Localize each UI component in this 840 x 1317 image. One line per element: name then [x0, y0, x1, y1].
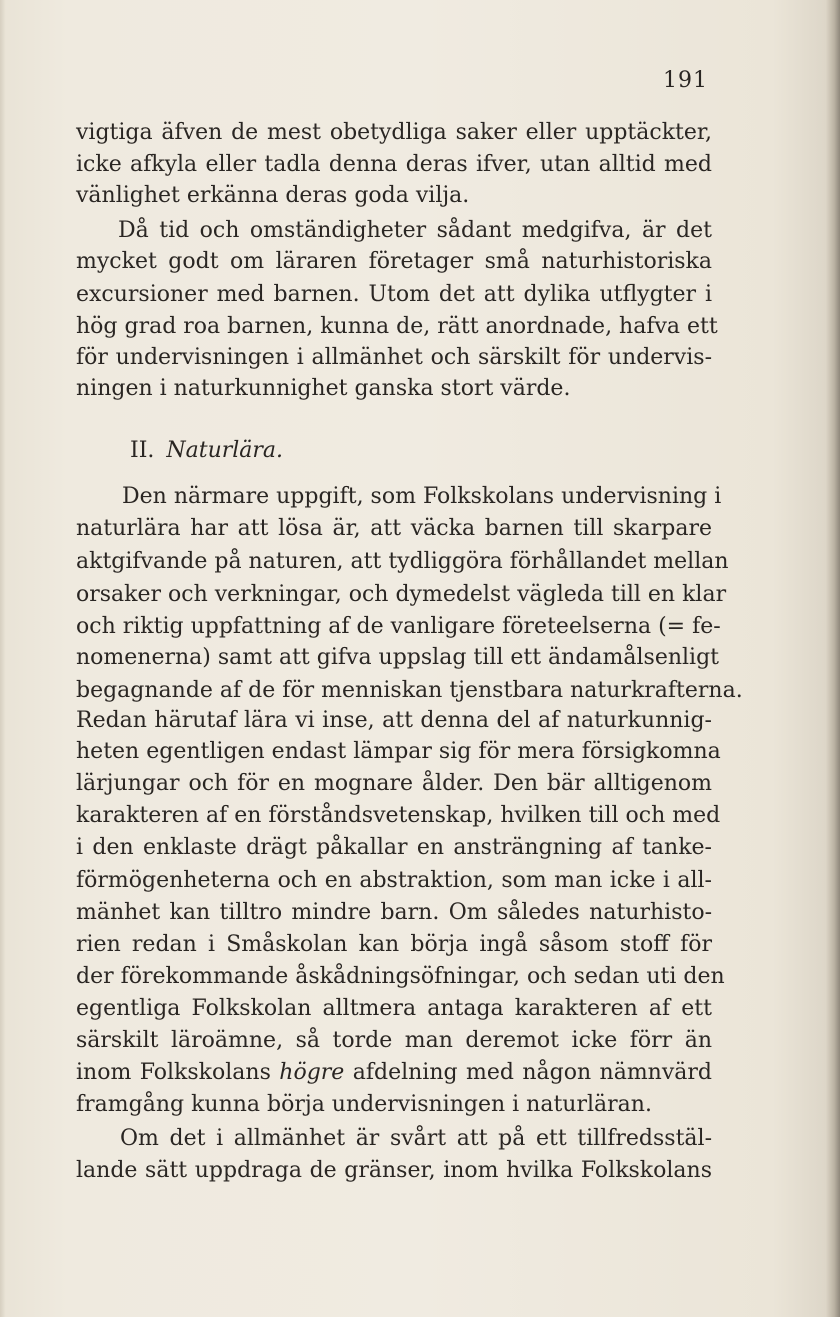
text-line: nomenerna) samt att gifva uppslag till ett ändamålsenligt [76, 645, 720, 670]
text-line: för undervisningen i allmänhet och särskilt för undervis- [76, 345, 712, 370]
text-line: Då tid och omständigheter sådant medgifva, är det [118, 218, 712, 243]
text-line: mänhet kan tilltro mindre barn. Om således naturhisto- [76, 900, 712, 925]
text-span: inom Folkskolans [76, 1060, 280, 1085]
text-line: framgång kunna börja undervisningen i naturläran. [76, 1092, 652, 1117]
text-line: der förekommande åskådningsöfningar, och sedan uti den [76, 964, 725, 989]
page-number: 191 [663, 68, 708, 93]
text-line: excursioner med barnen. Utom det att dylika utflygter i [76, 282, 712, 307]
section-number: II. [130, 438, 155, 463]
text-line: lande sätt uppdraga de gränser, inom hvilka Folkskolans [76, 1158, 712, 1183]
text-line: rien redan i Småskolan kan börja ingå såsom stoff för [76, 932, 712, 957]
section-heading [130, 436, 283, 466]
text-line: icke afkyla eller tadla denna deras ifver, utan alltid med [76, 152, 712, 177]
text-line: särskilt läroämne, så torde man deremot icke förr än [76, 1028, 712, 1053]
text-line: lärjungar och för en mognare ålder. Den bär alltigenom [76, 771, 712, 796]
section-title: Naturlära. [166, 438, 284, 463]
text-line: Redan härutaf lära vi inse, att denna del af naturkunnig- [76, 708, 712, 733]
text-line: förmögenheterna och en abstraktion, som man icke i all- [76, 868, 712, 893]
text-line: och riktig uppfattning af de vanligare företeelserna (= fe- [76, 614, 721, 639]
text-span: afdelning med någon nämnvärd [344, 1060, 712, 1085]
text-line: orsaker och verkningar, och dymedelst vägleda till en klar [76, 582, 727, 607]
text-line: vigtiga äfven de mest obetydliga saker eller upptäckter, [76, 120, 712, 145]
text-line: karakteren af en förståndsvetenskap, hvilken till och med [76, 803, 721, 828]
text-line: begagnande af de för menniskan tjenstbara naturkrafterna. [76, 678, 743, 703]
text-line: i den enklaste drägt påkallar en ansträngning af tanke- [76, 835, 712, 860]
text-line: Om det i allmänhet är svårt att på ett tillfredsstäl- [120, 1126, 712, 1151]
text-line: vänlighet erkänna deras goda vilja. [76, 183, 470, 208]
text-line: aktgifvande på naturen, att tydliggöra förhållandet mellan [76, 549, 729, 574]
text-line: Den närmare uppgift, som Folkskolans undervisning i [122, 484, 722, 509]
text-line: hög grad roa barnen, kunna de, rätt anordnade, hafva ett [76, 314, 718, 339]
text-line-with-emphasis [76, 1058, 712, 1088]
emphasized-word: högre [279, 1060, 345, 1085]
text-line: ningen i naturkunnighet ganska stort värde. [76, 376, 571, 401]
page-left-edge [0, 0, 6, 1317]
text-line: egentliga Folkskolan alltmera antaga karakteren af ett [76, 996, 712, 1021]
text-line: mycket godt om läraren företager små naturhistoriska [76, 249, 712, 274]
text-line: heten egentligen endast lämpar sig för mera försigkomna [76, 739, 721, 764]
text-line: naturlära har att lösa är, att väcka barnen till skarpare [76, 516, 712, 541]
page-right-edge [826, 0, 840, 1317]
